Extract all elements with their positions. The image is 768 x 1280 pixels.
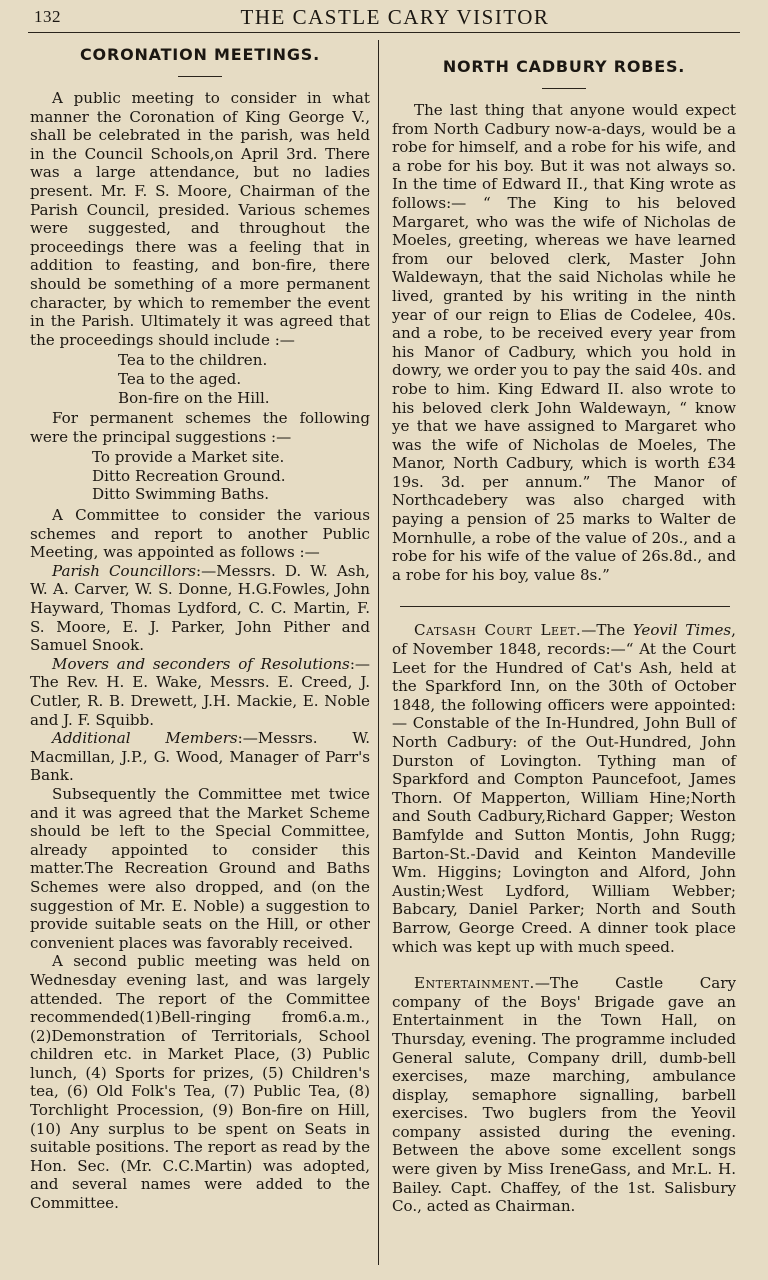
column-divider	[378, 40, 379, 1265]
heading-rule	[542, 88, 586, 89]
entertainment-title: Entertainment.	[414, 974, 535, 993]
section-separator	[400, 606, 730, 607]
celebration-list	[30, 351, 370, 407]
list-item: Ditto Swimming Baths.	[92, 485, 270, 504]
coronation-paragraph-4: Subsequently the Committee met twice and it was agreed that the Market Scheme should be left to the Special Committee, already appointed to consider this matter.The Recreation Ground and Baths Schemes were also dropped, and (on the suggestion of Mr. E. Noble) a suggestion to provide suitable seats on the Hill, or other convenient places was favorably received.	[30, 784, 370, 952]
entertainment-paragraph	[392, 974, 736, 1216]
running-title: THE CASTLE CARY VISITOR	[240, 5, 550, 29]
councillors-text: :—Messrs. D. W. Ash, W. A. Carver, W. S. Donne, H.G.Fowles, John Hayward, Thomas Lydford, C. C. Martin, F. S. Moore, E. J. Parker, John Pither and Samuel Snook.	[30, 561, 370, 655]
coronation-paragraph-5: A second public meeting was held on Wednesday evening last, and was largely attended. The report of the Committee recommended(1)Bell-ringing from6.a.m., (2)Demonstration of Territorials, School children etc. in Market Place, (3) Public lunch, (4) Sports for prizes, (5) Children's tea, (6) Old Folk's Tea, (7) Public Tea, (8) Torchlight Procession, (9) Bon-fire on Hill, (10) Any surplus to be spent on Seats in suitable positions. The report as read by the Hon. Sec. (Mr. C.C.Martin) was adopted, and several names were added to the Committee.	[30, 952, 370, 1213]
court-leet-pre: —The	[581, 621, 633, 640]
court-leet-paragraph	[392, 621, 736, 956]
header-rule	[28, 32, 740, 33]
additional-paragraph	[30, 729, 370, 785]
additional-label: Additional Members	[52, 729, 238, 748]
coronation-heading: CORONATION MEETINGS.	[80, 45, 320, 64]
left-column	[30, 40, 370, 1213]
page-number: 132	[34, 7, 61, 26]
movers-text: :— The Rev. H. E. Wake, Messrs. E. Creed, J. Cutler, R. B. Drewett, J.H. Mackie, E. Noble and J. F. Squibb.	[30, 654, 370, 729]
right-column	[392, 40, 736, 1216]
movers-paragraph	[30, 655, 370, 729]
court-leet-title: Catsash Court Leet.	[414, 621, 582, 640]
list-item: Bon-fire on the Hill.	[118, 388, 270, 407]
entertainment-text: —The Castle Cary company of the Boys' Brigade gave an Entertainment in the Town Hall, on Thursday, evening. The programme included General salute, Company drill, dumb-bell exercises, maze marching, ambulance display, semaphore signalling, barbell exercises. Two buglers from the Yeovil company assisted during the evening. Between the above some excellent songs were given by Miss IreneGass, and Mr.L. H. Bailey. Capt. Chaffey, of the 1st. Salisbury Co., acted as Chairman.	[392, 974, 736, 1216]
councillors-paragraph	[30, 562, 370, 655]
newspaper-name: Yeovil Times	[632, 621, 732, 640]
list-item: Tea to the children.	[118, 351, 268, 370]
robes-paragraph: The last thing that anyone would expect from North Cadbury now-a-days, would be a robe for himself, and a robe for his wife, and a robe for his boy. But it was not always so. In the time of Edward II., that King wrote as follows:— “ The King to his beloved Margaret, who was the wife of Nicholas de Moeles, greeting, whereas we have learned from our beloved clerk, Master John Waldewayn, that the said Nicholas while he lived, granted by his writing in the ninth year of our reign to Elias de Codelee, 40s. and a robe, to be received every year from his Manor of Cadbury, which you hold in dowry, we order you to pay the said 40s. and robe to him. King Edward II. also wrote to his beloved clerk John Waldewayn, “ know ye that we have assigned to Margaret who was the wife of Nicholas de Moeles, The Manor, North Cadbury, which is worth £34 19s. 3d. per annum.” The Manor of Northcadebery was also charged with paying a pension of 25 marks to Walter de Mornhulle, a robe of the value of 20s., and a robe for his wife of the value of 26s.8d., and a robe for his boy, value 8s.”	[392, 101, 736, 584]
robes-heading: NORTH CADBURY ROBES.	[442, 57, 686, 76]
permanent-schemes-list	[30, 448, 370, 504]
coronation-paragraph-1: A public meeting to consider in what manner the Coronation of King George V., shall be celebrated in the parish, was held in the Council Schools,on April 3rd. There was a large attendance, but no ladies present. Mr. F. S. Moore, Chairman of the Parish Council, presided. Various schemes were suggested, and throughout the proceedings there was a feeling that in addition to feasting, and bon-fire, there should be something of a more permanent character, by which to remember the event in the Parish. Ultimately it was agreed that the proceedings should include :—	[30, 89, 370, 349]
councillors-label: Parish Councillors	[52, 561, 197, 580]
court-leet-text: , of November 1848, records:—“ At the Court Leet for the Hundred of Cat's Ash, held at the Sparkford Inn, on the 30th of October 1848, the following officers were appointed:— Constable of the In-Hundred, John Bull of North Cadbury: of the Out-Hundred, John Durston of Lovington. Tything man of Sparkford and Compton Pauncefoot, James Thorn. Of Mapperton, William Hine;North and South Cadbury,Richard Gapper; Weston Bamfylde and Sutton Montis, John Rugg; Barton-St.-David and Keinton Mandeville Wm. Higgins; Lovington and Alford, John Austin;West Lydford, William Webber; Babcary, Daniel Parker; North and South Barrow, George Creed. A dinner took place which was kept up with much speed.	[392, 621, 736, 956]
page-header	[30, 5, 760, 31]
list-item: To provide a Market site.	[92, 448, 285, 467]
additional-text: :—Messrs. W. Macmillan, J.P., G. Wood, Manager of Parr's Bank.	[30, 729, 370, 785]
coronation-paragraph-3: A Committee to consider the various schemes and report to another Public Meeting, was appointed as follows :—	[30, 506, 370, 562]
list-item: Tea to the aged.	[118, 369, 242, 388]
list-item: Ditto Recreation Ground.	[92, 466, 286, 485]
movers-label: Movers and seconders of Resolutions	[52, 654, 350, 673]
coronation-paragraph-2: For permanent schemes the following were the principal suggestions :—	[30, 409, 370, 446]
heading-rule	[178, 76, 222, 77]
